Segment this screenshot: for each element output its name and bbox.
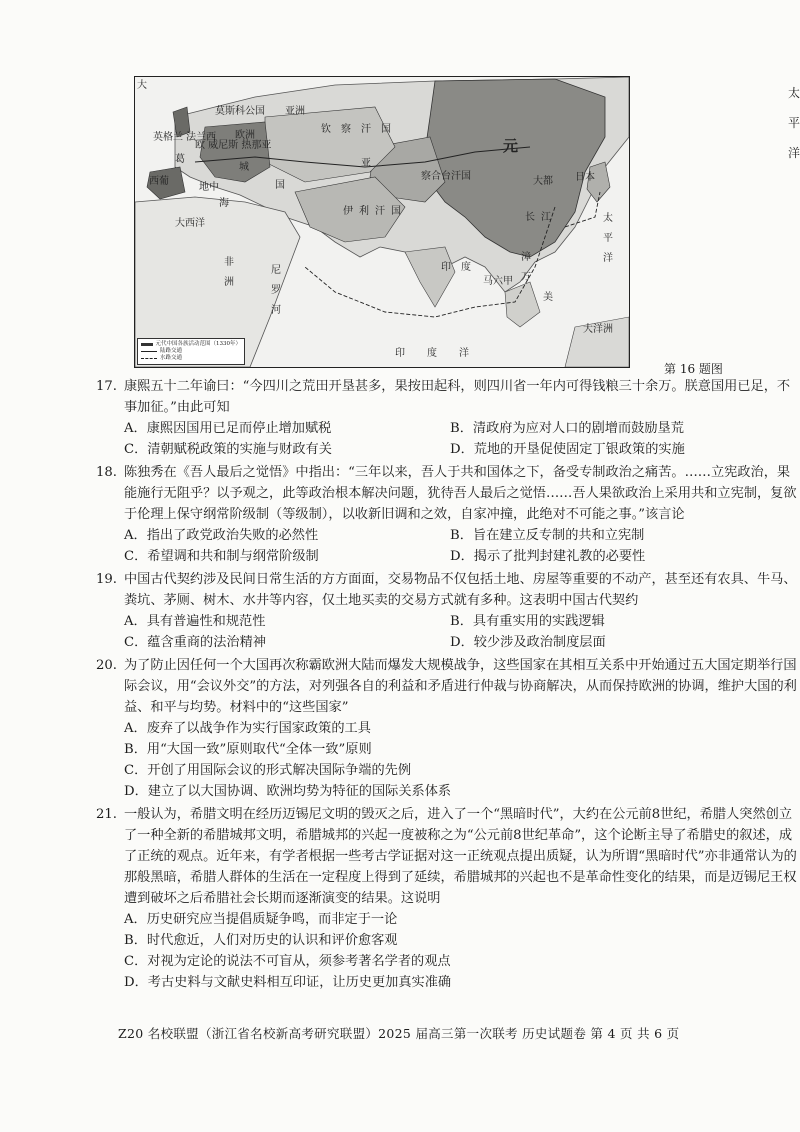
option-a[interactable]: A．指出了政党政治失败的必然性	[124, 528, 319, 543]
option-a[interactable]: A．康熙因国用已足而停止增加赋税	[124, 421, 332, 436]
question-text: 一般认为，希腊文明在经历迈锡尼文明的毁灭之后，进入了一个“黑暗时代”，大约在公元前8世纪，希腊人突然创立了一种全新的希腊城邦文明，希腊城邦的兴起一度被称之为“公元前8世纪革命”，这个论断主导了希腊史的叙述，成了正统的观点。近年来，有学者根据一些考古学证据对这一正统观点提出质疑，认为所谓“黑暗时代”亦非通常认为的那般黑暗，希腊人群体的生活在一定程度上得到了延续，希腊城邦的兴起也不是革命性变化的结果，而是迈锡尼王权遭到破坏之后希腊社会长期而逐渐演变的结果。这说明	[124, 807, 797, 906]
option-d[interactable]: D．较少涉及政治制度层面	[450, 635, 606, 650]
map-label-qincha: 钦察汗国	[321, 124, 401, 135]
option-b[interactable]: B．用“大国一致”原则取代“全体一致”原则	[124, 742, 372, 757]
right-edge-text: 太平洋	[788, 86, 800, 160]
map-label-ge: 葛	[175, 154, 185, 165]
question-text: 中国古代契约涉及民间日常生活的方方面面，交易物品不仅包括土地、房屋等重要的不动产，甚至还有农具、牛马、粪坑、茅厕、树木、水井等内容，仅土地买卖的交易方式就有多种。这表明中国古代契约	[124, 572, 797, 608]
option-list	[96, 611, 800, 653]
question-text: 为了防止因任何一个大国再次称霸欧洲大陆而爆发大规模战争，这些国家在其相互关系中开始通过五大国定期举行国际会议，用“会议外交”的方法，对列强各自的利益和矛盾进行仲裁与协商解决，从而保持欧洲的协调，维护大国的利益、和平与均势。材料中的“这些国家”	[124, 658, 797, 715]
map-label-yuan: 元	[503, 137, 519, 155]
legend-land-label: 陆路交通	[160, 348, 183, 354]
option-b[interactable]: B．具有重实用的实践逻辑	[450, 614, 605, 629]
map-label-iberia: 西葡	[149, 176, 169, 187]
map-label-mediterranean: 地中	[199, 182, 219, 193]
option-b[interactable]: B．时代愈近，人们对历史的认识和评价愈客观	[124, 933, 398, 948]
legend-sea-swatch	[141, 358, 157, 359]
map-label-mei: 美	[543, 292, 553, 303]
map-label-asia: 亚洲	[285, 106, 305, 117]
map-label-chagatai: 察合台汗国	[421, 171, 471, 182]
option-a[interactable]: A．具有普遍性和规范性	[124, 614, 266, 629]
question-text: 陈独秀在《吾人最后之觉悟》中指出：“三年以来，吾人于共和国体之下，备受专制政治之痛苦。……立宪政治，果能施行无阻乎？以予观之，此等政治根本解决问题，犹待吾人最后之觉悟……吾人果欲政治上采用共和立宪制，复欲于伦理上保守纲常阶级制（等级制），以收新旧调和之效，自家冲撞，此绝对不可能之事。”该言论	[124, 465, 797, 522]
question-stem	[96, 376, 800, 418]
question-stem	[96, 569, 800, 611]
option-list	[96, 909, 800, 993]
figure-caption: 第 16 题图	[664, 362, 723, 376]
map-label-ya: 亚	[361, 158, 371, 169]
option-c[interactable]: C．希望调和共和制与纲常阶级制	[124, 549, 319, 564]
map-label-ilkhan: 伊利汗国	[343, 206, 407, 217]
question-19	[96, 569, 800, 653]
map-label-nile: 尼罗河	[271, 265, 281, 316]
option-c[interactable]: C．对视为定论的说法不可盲从，须参考著名学者的观点	[124, 954, 451, 969]
map-label-sea: 海	[219, 198, 229, 209]
map-label-malacca: 马六甲	[483, 276, 513, 287]
page-footer: Z20 名校联盟（浙江省名校新高考研究联盟）2025 届高三第一次联考 历史试题卷 第 4 页 共 6 页	[118, 1026, 680, 1041]
option-c[interactable]: C．开创了用国际会议的形式解决国际争端的先例	[124, 763, 412, 778]
map-label-cheng: 城	[239, 162, 249, 173]
legend-sea-label: 水路交通	[160, 355, 183, 361]
question-list	[96, 376, 800, 995]
question-stem	[96, 655, 800, 718]
option-b[interactable]: B．旨在建立反专制的共和立宪制	[450, 528, 645, 543]
question-number: 18.	[96, 465, 117, 480]
question-stem	[96, 804, 800, 909]
map-label-indian-ocean: 印度洋	[395, 348, 491, 359]
option-d[interactable]: D．揭示了批判封建礼教的必要性	[450, 549, 646, 564]
map-label-oceania: 大洋洲	[583, 324, 613, 335]
question-number: 17.	[96, 379, 117, 394]
map-label-japan: 日本	[575, 172, 595, 183]
map-label-changjiang: 长江	[525, 212, 557, 223]
map-label-africa: 非洲	[224, 257, 234, 288]
map-label-guo: 国	[275, 180, 285, 191]
option-b[interactable]: B．清政府为应对人口的剧增而鼓励垦荒	[450, 421, 684, 436]
map-legend	[137, 338, 245, 365]
map-label-india: 印度	[441, 262, 481, 273]
question-17	[96, 376, 800, 460]
question-stem	[96, 462, 800, 525]
question-number: 19.	[96, 572, 117, 587]
map-label-europe-nations: 欧 威尼斯 热那亚	[195, 140, 272, 151]
option-c[interactable]: C．蕴含重商的法治精神	[124, 635, 266, 650]
option-a[interactable]: A．废弃了以战争作为实行国家政策的工具	[124, 721, 371, 736]
legend-row-land	[141, 348, 241, 355]
question-20	[96, 655, 800, 802]
option-list	[96, 418, 800, 460]
legend-row-territory	[141, 341, 241, 348]
question-18	[96, 462, 800, 567]
option-list	[96, 718, 800, 802]
option-list	[96, 525, 800, 567]
map-label-atlantic: 大	[137, 80, 147, 91]
question-21	[96, 804, 800, 993]
legend-territory-swatch	[141, 343, 153, 346]
map-label-pacific: 太平洋	[603, 213, 613, 264]
map-label-europe: 欧洲	[235, 130, 255, 141]
map-figure	[134, 76, 630, 368]
question-number: 20.	[96, 658, 117, 673]
legend-territory-label: 元代中国各族活动范围（1330年）	[155, 341, 241, 347]
map-label-wan: 万	[521, 272, 531, 283]
map-label-dadu: 大都	[533, 176, 553, 187]
question-number: 21.	[96, 807, 117, 822]
option-d[interactable]: D．建立了以大国协调、欧洲均势为特征的国际关系体系	[124, 784, 452, 799]
option-a[interactable]: A．历史研究应当提倡质疑争鸣，而非定于一论	[124, 912, 398, 927]
question-text: 康熙五十二年谕曰：“今四川之荒田开垦甚多，果按田起科，则四川省一年内可得钱粮三十余万。朕意国用已足，不事加征。”由此可知	[124, 379, 791, 415]
legend-land-swatch	[141, 351, 157, 352]
map-label-atlantic-full: 大西洋	[175, 218, 205, 229]
option-c[interactable]: C．清朝赋税政策的实施与财政有关	[124, 442, 332, 457]
map-label-england-france: 英格兰 法兰西	[153, 132, 217, 143]
map-label-zhang: 漳	[521, 252, 531, 263]
map-label-moscow: 莫斯科公国	[215, 106, 265, 117]
legend-row-sea	[141, 355, 241, 362]
option-d[interactable]: D．荒地的开垦促使固定丁银政策的实施	[450, 442, 685, 457]
option-d[interactable]: D．考古史料与文献史料相互印证，让历史更加真实准确	[124, 975, 452, 990]
